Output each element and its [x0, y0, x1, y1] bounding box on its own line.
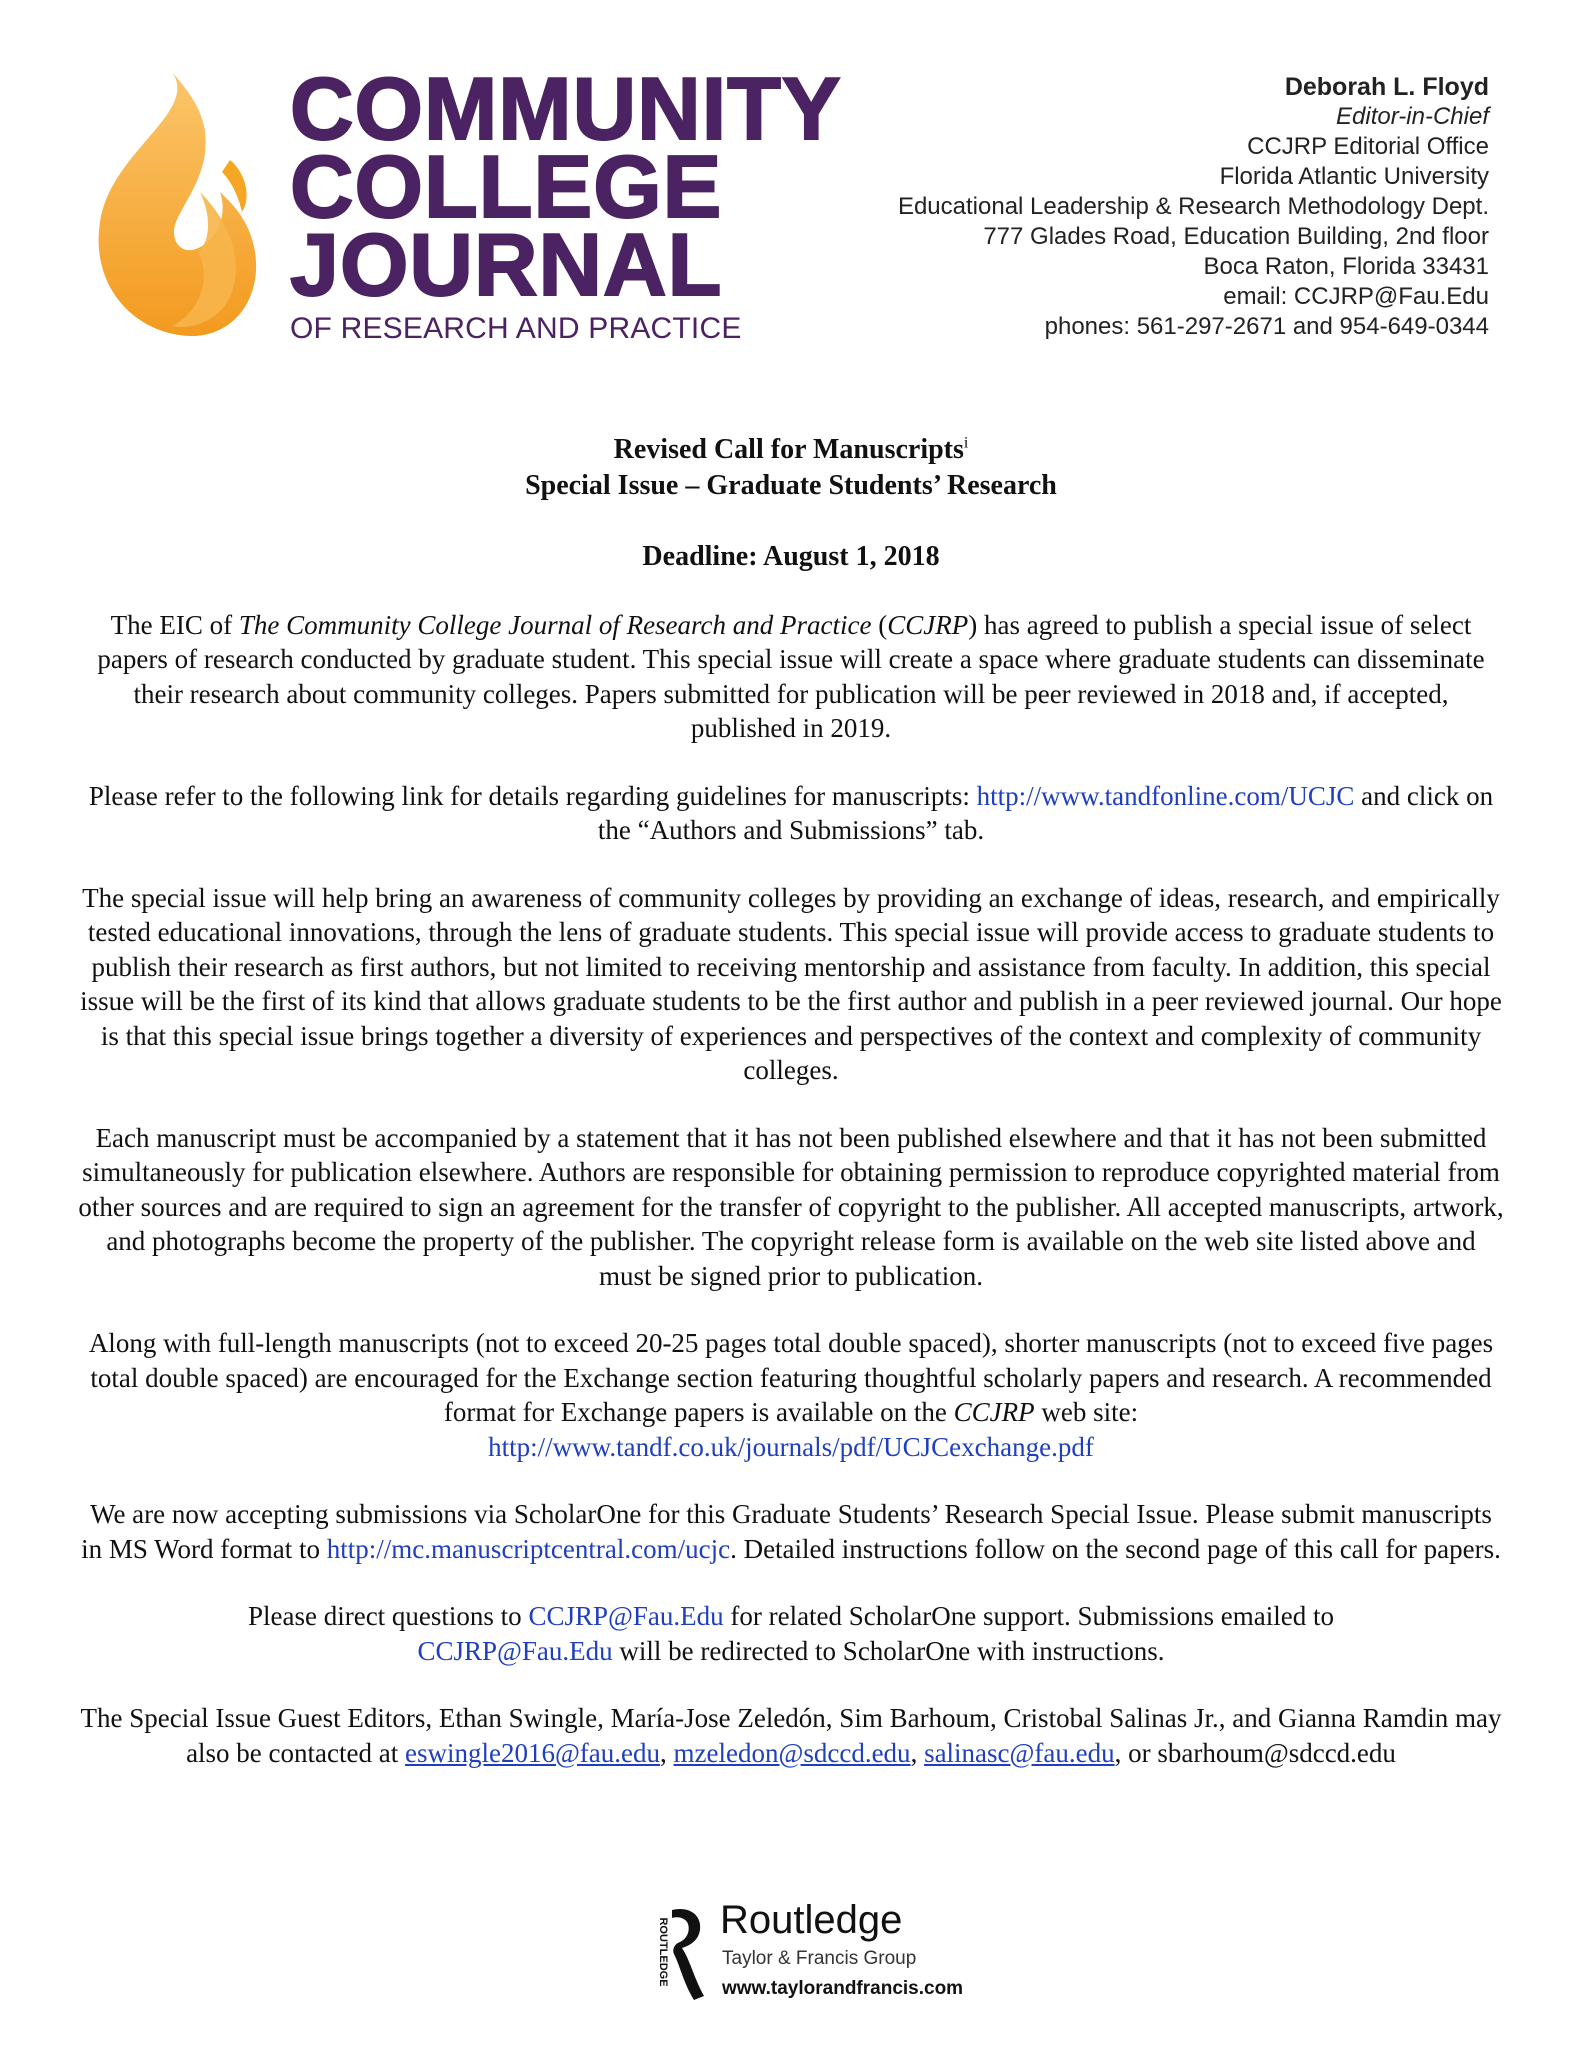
- logo-line-2: COLLEGE: [290, 137, 723, 236]
- contact-email: email: CCJRP@Fau.Edu: [1223, 283, 1489, 310]
- paragraph-purpose: The special issue will help bring an awareness of community colleges by providing an exchange of ideas, research, and empirically tested educational innovations, through the lens of graduate students. This special issue will provide access to graduate students to publish their research as first authors, but not limited to receiving mentorship and assistance from faculty. In addition, this special issue will be the first of its kind that allows graduate students to be the first author and publish in a peer reviewed journal. Our hope is that this special issue brings together a diversity of experiences and perspectives of the context and complexity of community colleges.: [80, 882, 1502, 1085]
- flame-icon: [80, 72, 260, 340]
- scholarone-link[interactable]: http://mc.manuscriptcentral.com/ucjc: [326, 1533, 731, 1564]
- page-title: Revised Call for Manuscripts$^i$: [613, 434, 969, 465]
- paragraph-questions: Please direct questions to CCJRP@Fau.Edu for related ScholarOne support. Submissions emailed to CCJRP@Fau.Edu will be redirected to ScholarOne with instructions.: [247, 1601, 1334, 1666]
- paragraph-length: Along with full-length manuscripts (not to exceed 20-25 pages total double spaced), shorter manuscripts (not to exceed five pages total double spaced) are encouraged for the Exchange section featuring thoughtful scholarly papers and research. A recommended format for Exchange papers is available on the CCJRP web site: http://www.tandf.co.uk/journals/pdf/UCJCexchange.pdf: [88, 1328, 1494, 1462]
- deadline: Deadline: August 1, 2018: [642, 541, 940, 572]
- publisher-url[interactable]: www.taylorandfrancis.com: [722, 1978, 964, 1999]
- paragraph-submission: We are now accepting submissions via ScholarOne for this Graduate Students’ Research Special Issue. Please submit manuscripts in MS Word format to http://mc.manuscriptcentral.com/ucjc. Detailed instructions follow on the second page of this call for papers.: [81, 1499, 1501, 1564]
- paragraph-guest-editors: The Special Issue Guest Editors, Ethan Swingle, María-Jose Zeledón, Sim Barhoum, Cristobal Salinas Jr., and Gianna Ramdin may also be contacted at eswingle2016@fau.edu, mzeledon@sdccd.edu, salinasc@fau.edu, or sbarhoum@sdccd.edu: [80, 1703, 1502, 1768]
- journal-logo: [290, 59, 842, 346]
- journal-abbr-2: CCJRP: [953, 1397, 1035, 1427]
- email-link-swingle[interactable]: eswingle2016@fau.edu: [404, 1737, 661, 1768]
- logo-line-3: JOURNAL: [290, 215, 723, 314]
- vertical-wordmark: ROUTLEDGE: [657, 1917, 669, 1987]
- email-link-salinas[interactable]: salinasc@fau.edu: [924, 1737, 1115, 1768]
- city-address: Boca Raton, Florida 33431: [1203, 253, 1489, 280]
- paragraph-copyright: Each manuscript must be accompanied by a statement that it has not been published elsewhere and that it has not been submitted simultaneously for publication elsewhere. Authors are responsible for obtaining permission to reproduce copyrighted material from other sources and are required to sign an agreement for the transfer of copyright to the publisher. All accepted manuscripts, artwork, and photographs become the property of the publisher. The copyright release form is available on the web site listed above and must be signed prior to publication.: [78, 1122, 1504, 1291]
- document-body: [78, 432, 1504, 1770]
- page-subtitle: Special Issue – Graduate Students’ Research: [525, 470, 1057, 501]
- publisher-logo: [648, 1898, 1008, 2008]
- exchange-format-link[interactable]: http://www.tandf.co.uk/journals/pdf/UCJCexchange.pdf: [488, 1431, 1094, 1462]
- footnote-mark: i: [963, 434, 969, 452]
- routledge-r-icon: [648, 1900, 708, 2004]
- email-link-zeledon[interactable]: mzeledon@sdccd.edu: [673, 1737, 911, 1768]
- support-email-link[interactable]: CCJRP@Fau.Edu: [528, 1601, 724, 1631]
- publisher-name: Routledge: [720, 1898, 903, 1942]
- contact-phones: phones: 561-297-2671 and 954-649-0344: [1044, 313, 1489, 340]
- paragraph-intro: The EIC of The Community College Journal of Research and Practice (CCJRP) has agreed to publish a special issue of select papers of research conducted by graduate student. This special issue will create a space where graduate students can disseminate their research about community colleges. Papers submitted for publication will be peer reviewed in 2018 and, if accepted, published in 2019.: [97, 609, 1485, 743]
- contact-block: [898, 72, 1489, 342]
- department: Educational Leadership & Research Methodology Dept.: [897, 193, 1489, 220]
- guidelines-link[interactable]: http://www.tandfonline.com/UCJC: [976, 780, 1355, 811]
- university: Florida Atlantic University: [1219, 163, 1489, 190]
- logo-line-1: COMMUNITY: [290, 59, 842, 158]
- journal-abbr: CCJRP: [887, 609, 969, 640]
- editor-name: Deborah L. Floyd: [1284, 73, 1489, 101]
- editorial-office: CCJRP Editorial Office: [1247, 133, 1489, 160]
- paragraph-guidelines: Please refer to the following link for details regarding guidelines for manuscripts: http://www.tandfonline.com/UCJC and click on the “Authors and Submissions” tab.: [88, 780, 1494, 845]
- street-address: 777 Glades Road, Education Building, 2nd floor: [983, 223, 1489, 250]
- submission-email-link[interactable]: CCJRP@Fau.Edu: [417, 1635, 613, 1666]
- publisher-group: Taylor & Francis Group: [722, 1948, 917, 1969]
- logo-subtitle: OF RESEARCH AND PRACTICE: [290, 312, 742, 345]
- editor-role: Editor-in-Chief: [1336, 103, 1489, 130]
- journal-name: The Community College Journal of Research and Practice: [238, 609, 872, 640]
